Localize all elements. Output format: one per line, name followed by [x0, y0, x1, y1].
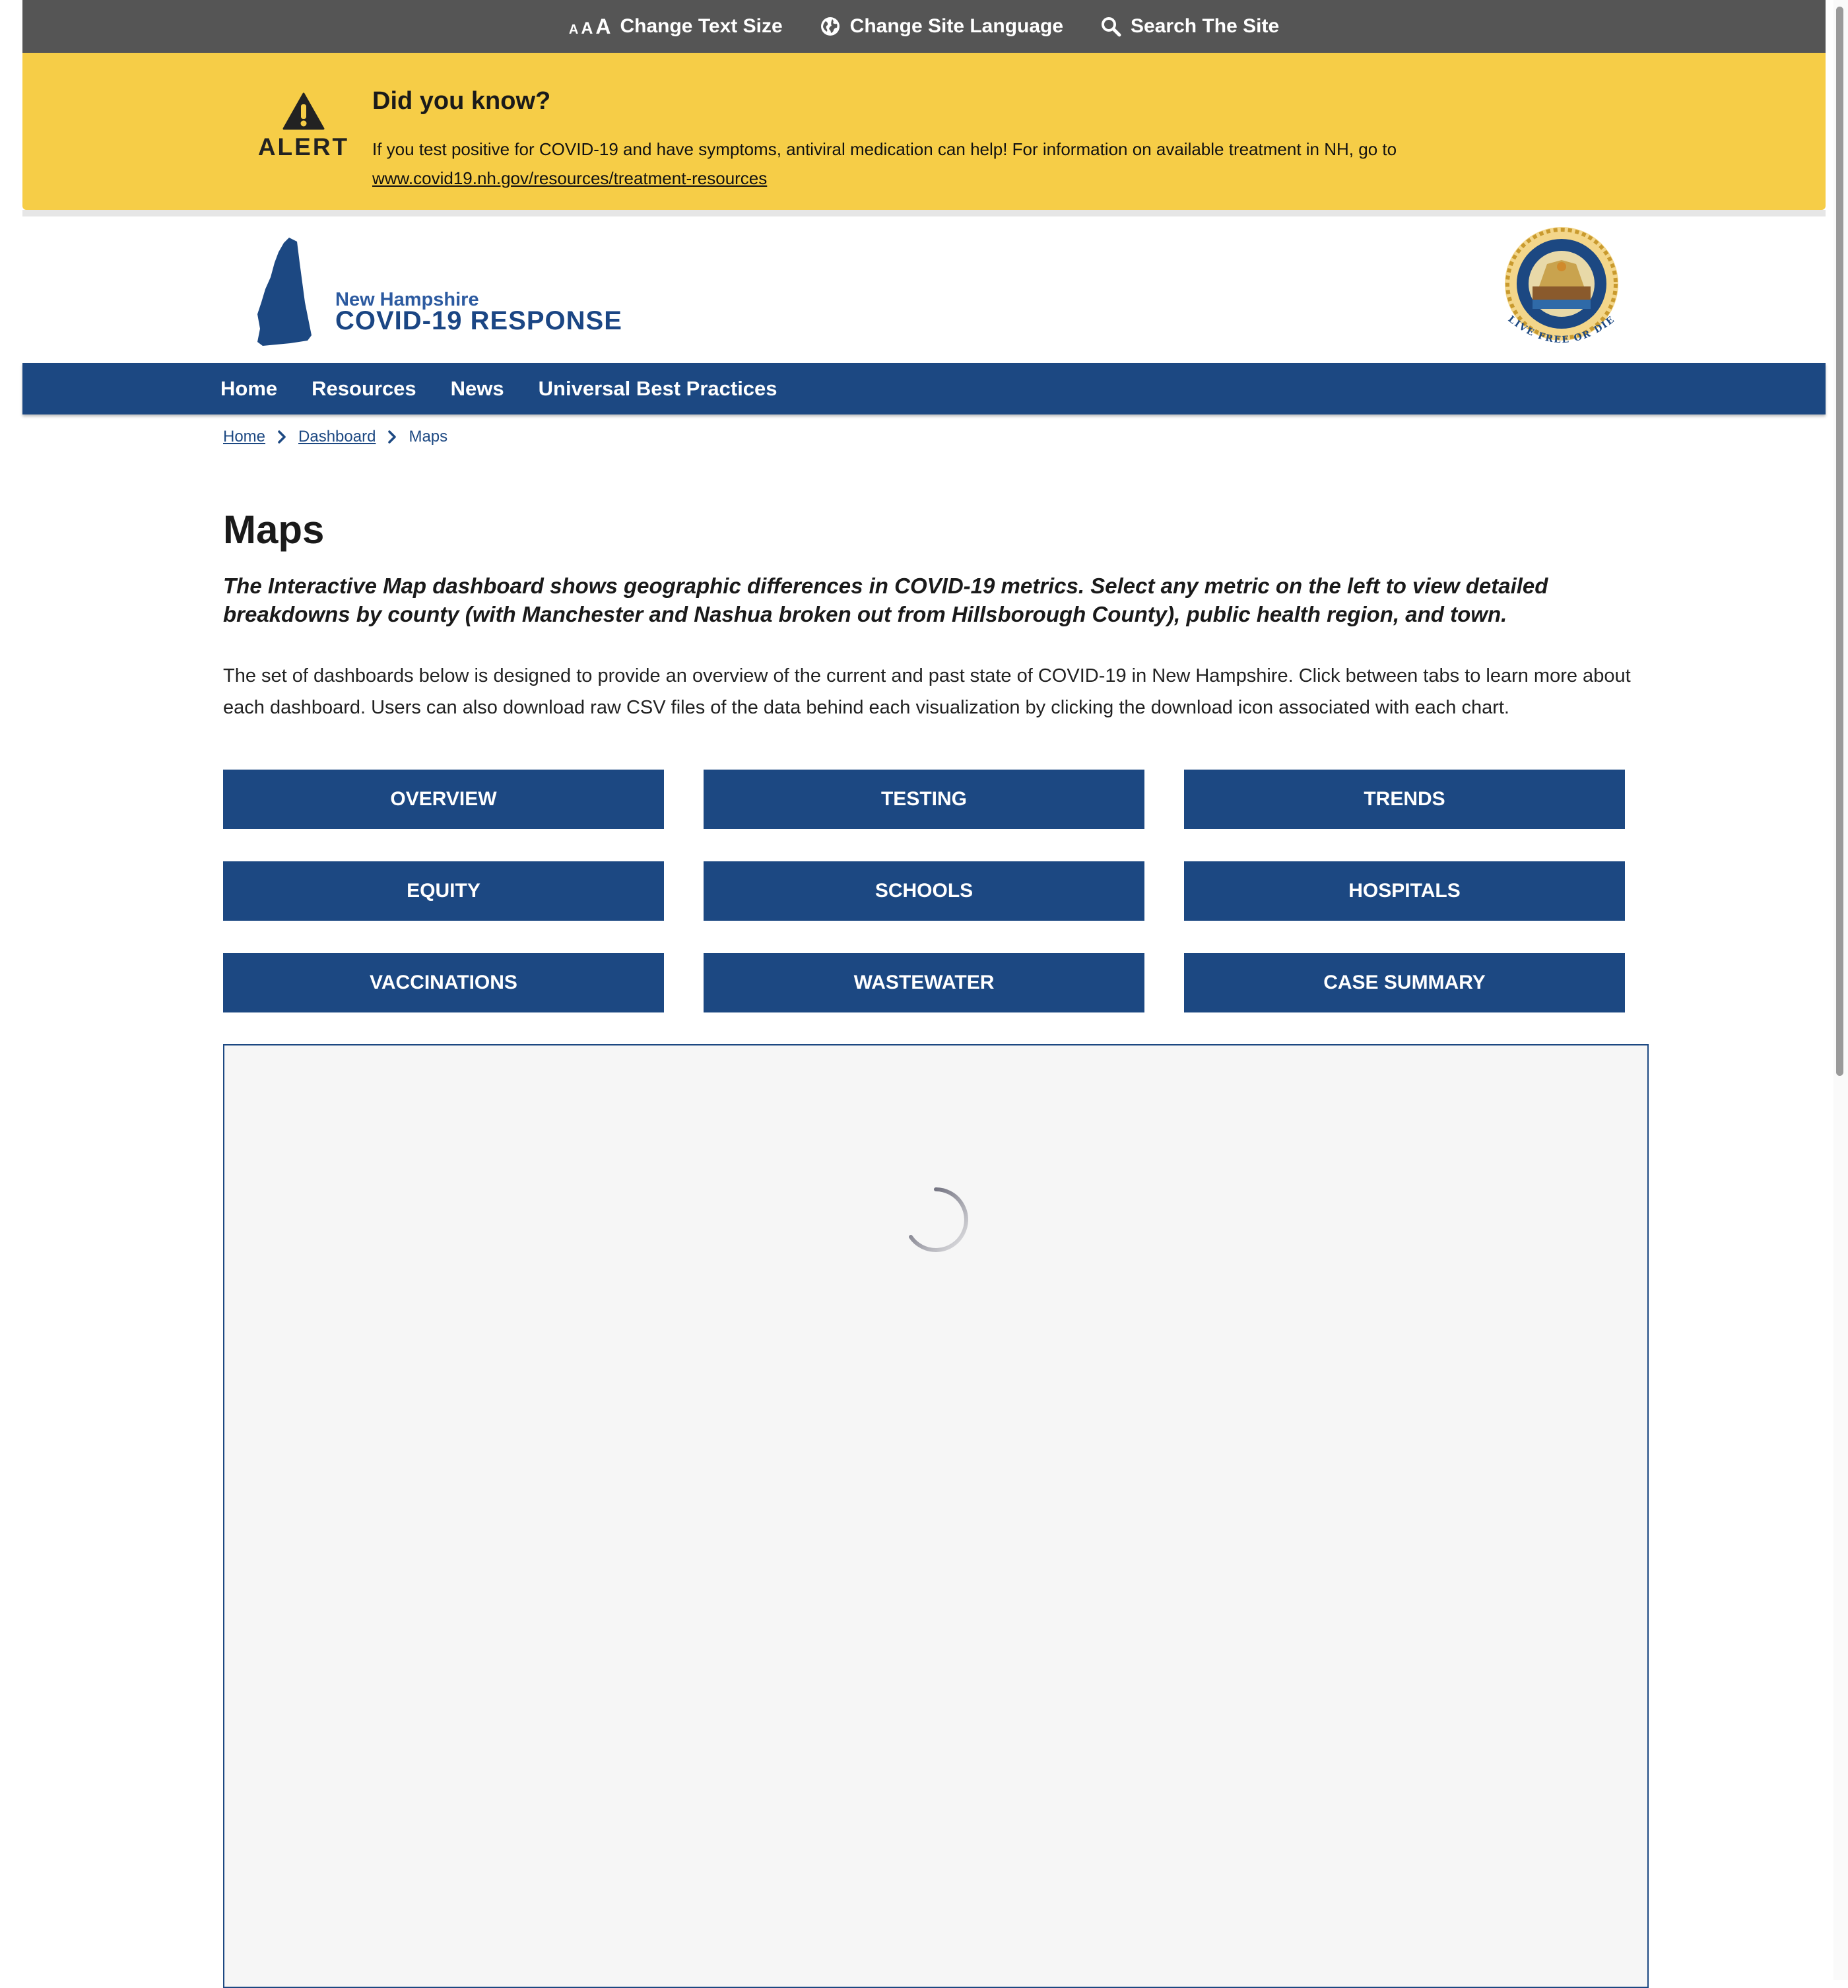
svg-text:LIVE FREE OR DIE: [1506, 314, 1618, 346]
intro-paragraph: The set of dashboards below is designed to provide an overview of the current and past state of COVID-19 in New Hampshire. Click between tabs to learn more about each dashboard. Users can also download raw CSV files of the data behind each visualization by clicking the download icon associated with each chart.: [223, 665, 1631, 718]
dashboard-button-vaccinations[interactable]: VACCINATIONS: [223, 953, 664, 1012]
page-scrollbar[interactable]: [1833, 0, 1848, 1980]
nav-list: [220, 377, 777, 401]
alert-title: Did you know?: [372, 87, 551, 115]
site-logo[interactable]: [251, 236, 620, 348]
change-text-size-button[interactable]: [569, 15, 783, 39]
text-size-icon: A A A: [568, 14, 611, 38]
breadcrumb: [223, 428, 447, 446]
alert-banner: [22, 53, 1826, 210]
interactive-map-embed[interactable]: [223, 1044, 1649, 1988]
dashboard-button-wastewater[interactable]: WASTEWATER: [704, 953, 1144, 1012]
utility-bar: [22, 0, 1826, 53]
nav-item-home[interactable]: Home: [220, 377, 278, 400]
globe-icon: [820, 16, 841, 37]
dashboard-button-testing[interactable]: TESTING: [704, 770, 1144, 829]
seal-motto-text: LIVE FREE OR DIE: [1505, 314, 1618, 346]
warning-triangle-icon: [238, 92, 370, 131]
site-header: [22, 216, 1826, 363]
logo-subtitle: New Hampshire: [335, 289, 479, 310]
loading-spinner-icon: [902, 1185, 970, 1257]
nav-item-resources[interactable]: Resources: [312, 377, 416, 400]
breadcrumb-dashboard[interactable]: Dashboard: [298, 428, 376, 446]
dashboard-button-case-summary[interactable]: CASE SUMMARY: [1184, 953, 1625, 1012]
alert-message-text: If you test positive for COVID-19 and have symptoms, antiviral medication can help! For information on available treatment in NH, go to: [372, 139, 1397, 159]
search-icon: [1100, 16, 1121, 37]
page: [22, 0, 1826, 1980]
change-language-label: Change Site Language: [849, 15, 1064, 37]
alert-label: ALERT: [257, 133, 350, 160]
nh-state-shape-icon: [251, 236, 317, 350]
dashboard-button-schools[interactable]: SCHOOLS: [704, 861, 1144, 921]
main-nav: [22, 363, 1826, 414]
dashboard-button-overview[interactable]: OVERVIEW: [223, 770, 664, 829]
breadcrumb-home[interactable]: Home: [223, 428, 266, 446]
breadcrumb-current: Maps: [409, 428, 448, 446]
alert-badge: [238, 92, 370, 161]
chevron-right-icon: [277, 430, 286, 444]
change-language-button[interactable]: [820, 15, 1063, 38]
nav-item-universal-best-practices[interactable]: Universal Best Practices: [538, 377, 777, 400]
nav-item-news[interactable]: News: [450, 377, 504, 400]
treatment-resources-link[interactable]: www.covid19.nh.gov/resources/treatment-resources: [372, 168, 768, 188]
alert-divider: [22, 210, 1826, 216]
dashboard-button-hospitals[interactable]: HOSPITALS: [1184, 861, 1625, 921]
page-title: Maps: [223, 508, 325, 552]
state-seal: [1496, 223, 1634, 362]
change-text-size-label: Change Text Size: [620, 15, 783, 37]
lead-paragraph: The Interactive Map dashboard shows geographic differences in COVID-19 metrics. Select any metric on the left to view detailed breakdowns by county (with Manchester and Nashua broken out from Hillsborough County), public health region, and town.: [223, 574, 1548, 626]
search-site-label: Search The Site: [1131, 15, 1280, 37]
alert-message: [372, 135, 1626, 193]
search-site-button[interactable]: [1100, 15, 1279, 38]
chevron-right-icon: [387, 430, 397, 444]
logo-title: COVID-19 RESPONSE: [335, 306, 622, 335]
scrollbar-thumb[interactable]: [1836, 7, 1843, 1076]
dashboard-button-trends[interactable]: TRENDS: [1184, 770, 1625, 829]
dashboard-button-equity[interactable]: EQUITY: [223, 861, 664, 921]
